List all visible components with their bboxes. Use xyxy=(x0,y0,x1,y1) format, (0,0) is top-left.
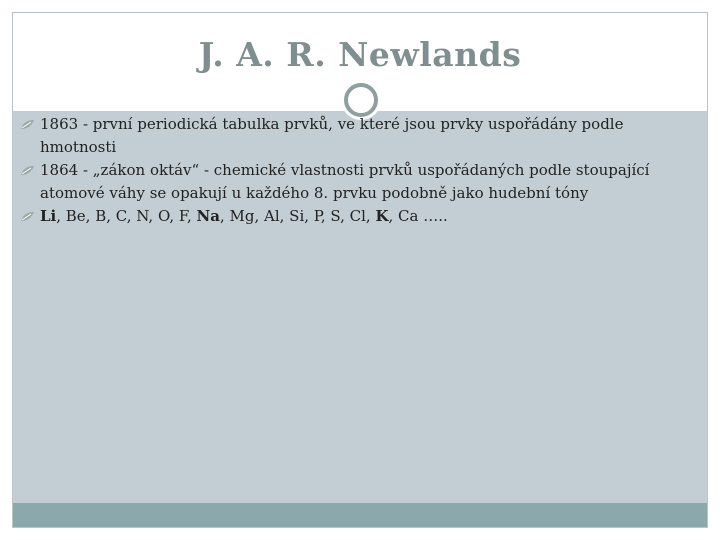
leaf-bullet-icon xyxy=(20,119,35,130)
circle-ornament-icon xyxy=(344,83,378,117)
element-k: K xyxy=(375,207,389,225)
list-item xyxy=(20,205,680,228)
bullet-text: 1864 - „zákon oktáv“ - chemické vlastnosti prvků uspořádaných podle stoupající atomové váhy se opakují u každého 8. prvku podobně jako hudební tóny xyxy=(40,161,650,202)
element-li: Li xyxy=(40,207,57,225)
element-sequence xyxy=(40,207,448,225)
slide-title: J. A. R. Newlands xyxy=(198,35,522,74)
element-sequence-part: , Ca ….. xyxy=(388,207,448,225)
bullet-text: 1863 - první periodická tabulka prvků, ve které jsou prvky uspořádány podle hmotnosti xyxy=(40,115,624,156)
leaf-bullet-icon xyxy=(20,211,35,222)
leaf-bullet-icon xyxy=(20,165,35,176)
element-sequence-part: , Mg, Al, Si, P, S, Cl, xyxy=(219,207,376,225)
element-sequence-part: , Be, B, C, N, O, F, xyxy=(56,207,197,225)
list-item xyxy=(20,113,680,159)
list-item xyxy=(20,159,680,205)
slide xyxy=(12,12,708,528)
bullet-list xyxy=(20,113,680,228)
footer-bar xyxy=(13,503,707,527)
element-na: Na xyxy=(196,207,220,225)
